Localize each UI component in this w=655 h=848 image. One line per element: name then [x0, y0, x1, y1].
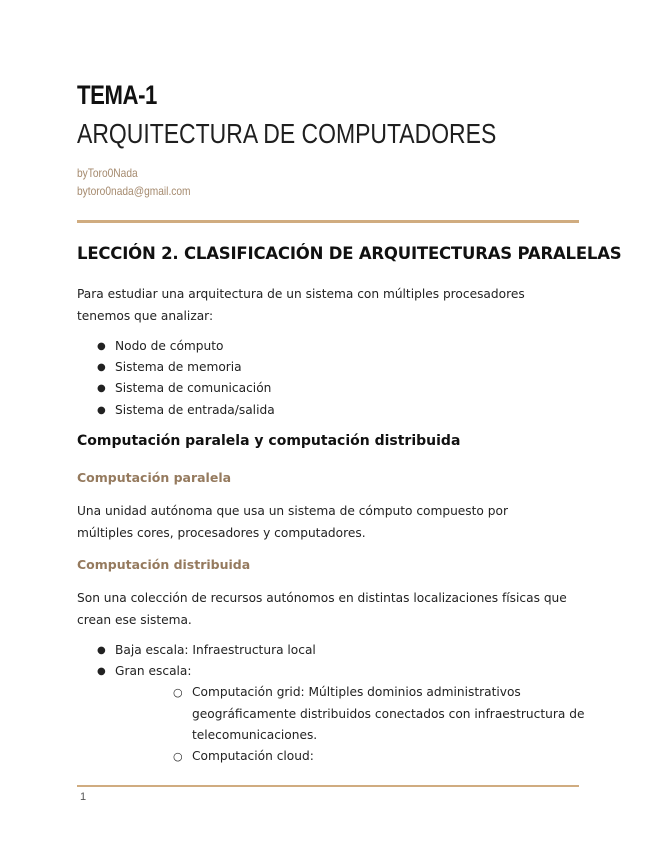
analysis-list: [77, 336, 275, 421]
list-item-label: Sistema de entrada/salida: [115, 402, 275, 417]
scale-sublist: [115, 682, 592, 767]
distributed-heading: Computación distribuida: [77, 557, 251, 572]
sublist-item: [115, 746, 592, 767]
header-divider: [77, 220, 579, 223]
list-item: [77, 357, 275, 378]
bullet-icon: ●: [97, 404, 106, 416]
distributed-paragraph: Son una colección de recursos autónomos en distintas localizaciones físicas que crean ese sistema.: [77, 591, 567, 627]
list-item-label: Sistema de memoria: [115, 360, 242, 375]
intro-paragraph: Para estudiar una arquitectura de un sistema con múltiples procesadores tenemos que analizar:: [77, 287, 525, 323]
sublist-item: [115, 682, 592, 746]
sublist-item-label: Computación cloud:: [192, 749, 314, 764]
bullet-icon: ●: [97, 645, 106, 656]
distributed-list: [77, 640, 592, 767]
list-item-label: Baja escala: Infraestructura local: [115, 643, 316, 657]
circle-bullet-icon: ○: [173, 750, 183, 764]
page-number: 1: [80, 791, 87, 803]
section-heading: Computación paralela y computación distribuida: [77, 433, 461, 449]
author-email: bytoro0nada@gmail.com: [77, 184, 191, 198]
list-item: [77, 640, 592, 661]
parallel-heading: Computación paralela: [77, 470, 232, 485]
footer-divider: [77, 785, 579, 787]
bullet-icon: ●: [97, 341, 106, 352]
bullet-icon: ●: [97, 383, 106, 395]
lesson-title: LECCIÓN 2. CLASIFICACIÓN DE ARQUITECTURAS PARALELAS: [77, 244, 622, 263]
author-name: byToro0Nada: [77, 166, 138, 180]
bullet-icon: ●: [97, 362, 106, 374]
list-item-label: Sistema de comunicación: [115, 381, 272, 396]
parallel-paragraph: Una unidad autónoma que usa un sistema de cómputo compuesto por múltiples cores, procesadores y computadores.: [77, 504, 508, 540]
topic-title: TEMA-1: [77, 80, 157, 110]
list-item: [77, 378, 275, 399]
circle-bullet-icon: ○: [173, 686, 183, 700]
list-item: [77, 661, 592, 767]
subject-title: ARQUITECTURA DE COMPUTADORES: [77, 118, 497, 149]
list-item-label: Nodo de cómputo: [115, 339, 224, 353]
list-item: [77, 336, 275, 357]
list-item-label: Gran escala:: [115, 664, 192, 679]
list-item: [77, 400, 275, 421]
bullet-icon: ●: [97, 666, 106, 678]
sublist-item-label: Computación grid: Múltiples dominios administrativos geográficamente distribuidos conectados con infraestructura de telecomunicaciones.: [192, 685, 585, 742]
